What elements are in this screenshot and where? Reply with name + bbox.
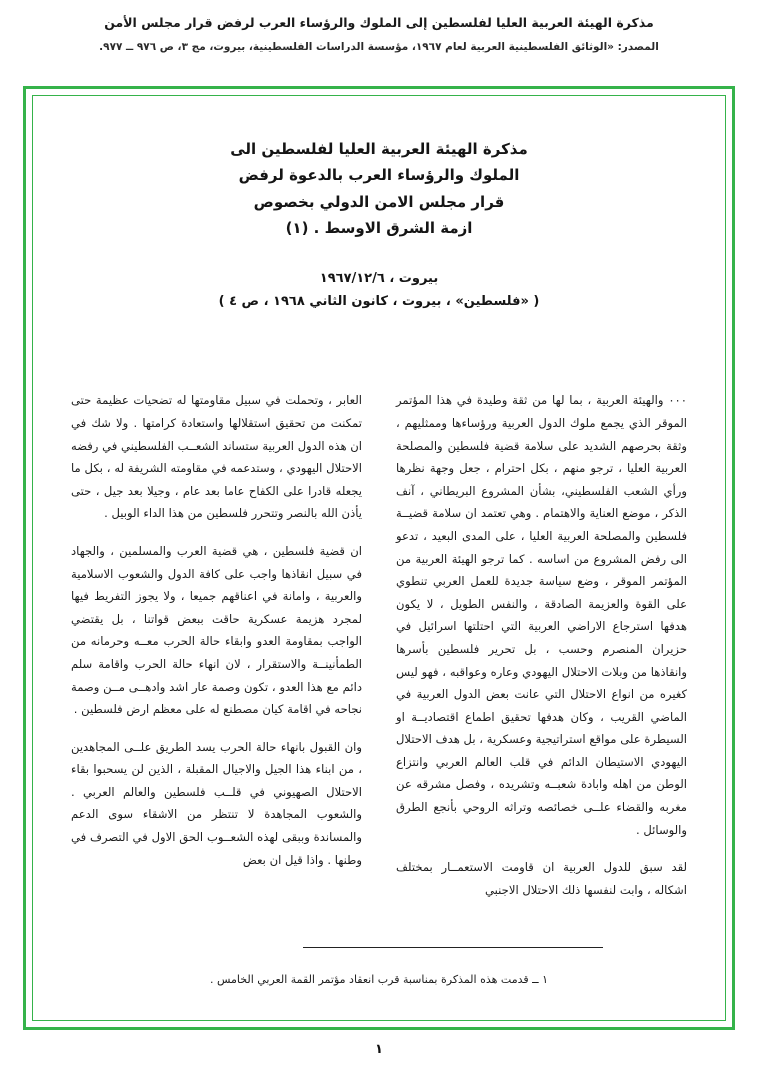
document-title-line-3: قرار مجلس الامن الدولي بخصوص	[253, 192, 505, 211]
page-header	[0, 0, 758, 53]
right-column	[396, 378, 687, 902]
document-meta	[59, 267, 699, 314]
document-title	[59, 136, 699, 241]
header-source: المصدر: «الوثائق الفلسطينية العربية لعام ١٩٦٧، مؤسسة الدراسات الفلسطينية، بيروت، مج ٣، ص ٩٧٦ ــ ٩٧٧.	[99, 40, 659, 53]
paragraph: ان قضية فلسطين ، هي قضية العرب والمسلمين ، والجهاد في سبيل انقاذها واجب على كافة الدول والشعوب الاسلامية والعربية ، وامانة في اعناقهم جميعا ، ولا يجوز التفريط فيها لمجرد هزيمة عسكرية حاقت ببعض قواتنا ، بل يقتضي الواجب بمقاومة العدو وابقاء حالة الحرب معــه وحرمانه من الطمأنينــة والاستقرار ، لان انهاء حالة الحرب واقامة سلم دائم مع هذا العدو ، تكون وصمة عار اشد وادهــى مــن وصمة نجاحه في اقامة كيان مصطنع له على معظم ارض فلسطين .	[71, 543, 362, 717]
document-title-line-2: الملوك والرؤساء العرب بالدعوة لرفض	[238, 166, 520, 185]
paragraph: وان القبول بانهاء حالة الحرب يسد الطريق علــى المجاهدين ، من ابناء هذا الجيل والاجيال المقبلة ، الذين لن يسحبوا بقاء الاحتلال الصهيوني في قلــب فلسطين والعالم العربي . والشعوب المجاهدة لا تنتظر من الاشقاء سوى الدعم والمساندة وببقى لهذه الشعــوب الحق الاول في التصرف في وطنها . واذا قيل ان بعض	[71, 739, 362, 867]
left-column	[71, 378, 362, 902]
document-title-line-1: مذكرة الهيئة العربية العليا لفلسطين الى	[230, 140, 528, 158]
paragraph: العابر ، وتحملت في سبيل مقاومتها له تضحيات عظيمة حتى تمكنت من تحقيق استقلالها واستعادة كرامتها . ولا شك في ان هذه الدول العربية ستساند الشعــب الفلسطيني في رفضه الاحتلال اليهودي ، وستدعمه في مقاومته الشريفة له ، بكل ما يجعله قادرا على الكفاح عاما بعد عام ، وجيلا بعد جيل ، حتى يأذن الله بالنصر وتتحرر فلسطين من هذا الداء الوبيل .	[71, 393, 362, 521]
footnote-text: ١ ــ قدمت هذه المذكرة بمناسبة قرب انعقاد مؤتمر القمة العربي الخامس .	[209, 973, 549, 986]
frame-inner	[32, 95, 726, 1021]
green-border-frame	[23, 86, 735, 1030]
body-columns	[59, 378, 699, 902]
document-title-line-4: ازمة الشرق الاوسط . (١)	[285, 218, 473, 237]
footnote-divider	[303, 947, 603, 948]
header-title: مذكرة الهيئة العربية العليا لفلسطين إلى الملوك والرؤساء العرب لرفض قرار مجلس الأمن	[104, 15, 654, 30]
document-citation: ( «فلسطين» ، بيروت ، كانون الثاني ١٩٦٨ ، ص ٤ )	[218, 294, 540, 310]
paragraph: لقد سبق للدول العربية ان قاومت الاستعمــار بمختلف اشكاله ، وابت لنفسها ذلك الاحتلال الاجنبي	[396, 860, 687, 897]
page-number: ١	[375, 1042, 383, 1057]
document-date: بيروت ، ١٩٦٧/١٢/٦	[319, 271, 439, 286]
paragraph: ٠٠٠ والهيئة العربية ، بما لها من ثقة وطيدة في هذا المؤتمر الموقر الذي يجمع ملوك الدول العربية ورؤساءها وممثليهم ، وثقة بحرصهم الشديد على سلامة قضية فلسطين والمصلحة العربية العليا ، ترجو منهم ، بكل احترام ، جعل وجهة نظرها ورأي الشعب الفلسطيني، بشأن المشروع البريطاني ، آنف الذكر ، موضع العناية والاهتمام . وهي تعتمد ان سلامة قضيــة فلسطين والمصلحة العربية العليا ، على المدى البعيد ، تدعو الى رفض المشروع من اساسه . كما ترجو الهيئة العربية من المؤتمر الموقر ، وضع سياسة جديدة للعمل العربي تنطوي على القوة والعزيمة الصادقة ، والنفس الطويل ، لا يكون هدفها استرجاع الاراضي العربية التي احتلتها اسرائيل في حزيران المنصرم وحسب ، بل تحرير فلسطين بأسرها وانقاذها من وبلات الاحتلال اليهودي وعاره وعواقبه ، فهو ليس كغيره من انواع الاحتلال التي عانت بعض الدول العربية في الماضي القريب ، وكان هدفها تحقيق اطماع اقتصاديــة او السيطرة على مواقع استراتيجية وعسكرية ، بل هدف الاحتلال اليهودي الاستيطان الدائم في قلب العالم العربي وانتزاع الوطن من اهله وابادة شعبــه وتشريده ، وفصل مشرقه عن مغربه والقضاء علــى خصائصه وتراثه الروحي بأنجع الطرق والوسائل .	[396, 393, 687, 837]
